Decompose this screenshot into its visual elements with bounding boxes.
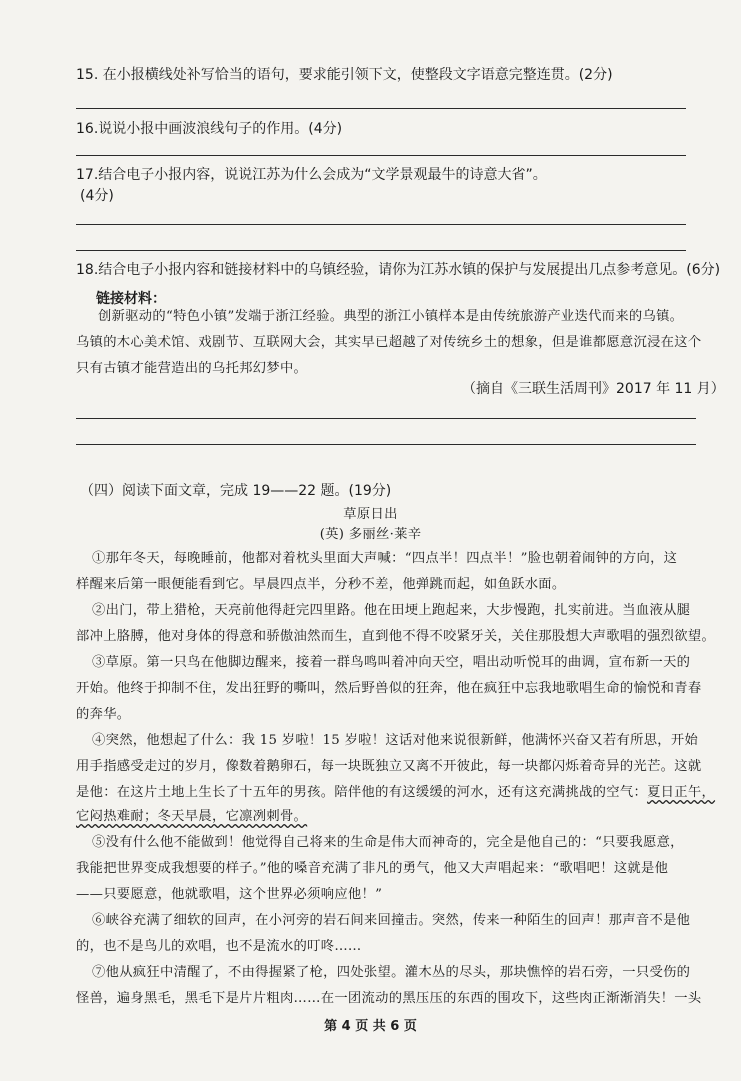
section-4-heading: （四）阅读下面文章，完成 19——22 题。(19分) bbox=[80, 483, 392, 499]
paragraph-line: ③草原。第一只鸟在他脚边醒来，接着一群鸟鸣叫着冲向天空，唱出动听悦耳的曲调，宣布新一天的 bbox=[92, 655, 691, 670]
article-title: 草原日出 bbox=[343, 507, 398, 522]
answer-line bbox=[76, 418, 696, 419]
question-17: 17.结合电子小报内容，说说江苏为什么会成为“文学景观最牛的诗意大省”。 bbox=[76, 167, 547, 183]
paragraph-line: ④突然，他想起了什么：我 15 岁啦！15 岁啦！这话对他来说很新鲜，他满怀兴奋又若有所思，开始 bbox=[92, 733, 699, 748]
paragraph-line: ⑥峡谷充满了细软的回声，在小河旁的岩石间来回撞击。突然，传来一种陌生的回声！那声音不是他 bbox=[92, 913, 691, 928]
paragraph-line: 我能把世界变成我想要的样子。”他的嗓音充满了非凡的勇气，他又大声唱起来：“歌唱吧！这就是他 bbox=[76, 861, 669, 876]
page-number: 第 4 页 共 6 页 bbox=[324, 1019, 417, 1034]
paragraph-line: ②出门，带上猎枪，天亮前他得赶完四里路。他在田埂上跑起来，大步慢跑，扎实前进。当血液从腿 bbox=[92, 603, 691, 618]
paragraph-line: 用手指感受走过的岁月，像数着鹅卵石，每一块既独立又离不开彼此，每一块都闪烁着奇异的光芒。这就 bbox=[76, 759, 702, 774]
link-material-line: 创新驱动的“特色小镇”发端于浙江经验。典型的浙江小镇样本是由传统旅游产业迭代而来的乌镇。 bbox=[98, 309, 684, 324]
paragraph-line: ①那年冬天，每晚睡前，他都对着枕头里面大声喊：“四点半！四点半！”脸也朝着闹钟的方向，这 bbox=[92, 551, 678, 566]
answer-line bbox=[76, 155, 686, 156]
paragraph-line: 怪兽，遍身黑毛，黑毛下是片片粗肉……在一团流动的黑压压的东西的围攻下，这些肉正渐渐消失！一头 bbox=[76, 991, 702, 1006]
paragraph-line: 的，也不是鸟儿的欢唱，也不是流水的叮咚…… bbox=[76, 939, 362, 954]
paragraph-line bbox=[76, 784, 715, 802]
link-material-source: （摘自《三联生活周刊》2017 年 11 月） bbox=[462, 381, 725, 397]
paragraph-line: 部冲上胳膊，他对身体的得意和骄傲油然而生，直到他不得不咬紧牙关，关住那股想大声歌唱的强烈欲望。 bbox=[76, 629, 716, 644]
paragraph-line: ——只要愿意，他就歌唱，这个世界必须响应他！” bbox=[76, 887, 383, 902]
link-material-title: 链接材料： bbox=[96, 291, 166, 307]
link-material-line: 乌镇的木心美术馆、戏剧节、互联网大会，其实早已超越了对传统乡土的想象，但是谁都愿意沉浸在这个 bbox=[76, 335, 702, 350]
wavy-underlined-text: 它闷热难耐；冬天早晨，它凛冽刺骨。 bbox=[76, 809, 308, 824]
paragraph-line: ⑦他从疯狂中清醒了，不由得握紧了枪，四处张望。灌木丛的尽头，那块憔悴的岩石旁，一只受伤的 bbox=[92, 965, 691, 980]
paragraph-line: ⑤没有什么他不能做到！他觉得自己将来的生命是伟大而神奇的，完全是他自己的：“只要我愿意， bbox=[92, 835, 684, 850]
question-15: 15. 在小报横线处补写恰当的语句，要求能引领下文，使整段文字语意完整连贯。(2分) bbox=[76, 67, 613, 83]
answer-line bbox=[76, 250, 686, 251]
question-17-score: (4分) bbox=[80, 188, 114, 204]
paragraph-line: 开始。他终于抑制不住，发出狂野的嘶叫，然后野兽似的狂奔，他在疯狂中忘我地歌唱生命的愉悦和青春 bbox=[76, 681, 702, 696]
question-18: 18.结合电子小报内容和链接材料中的乌镇经验，请你为江苏水镇的保护与发展提出几点参考意见。(6分) bbox=[76, 262, 721, 278]
paragraph-text: 是他：在这片土地上生长了十五年的男孩。陪伴他的有这缓缓的河水，还有这充满挑战的空气： bbox=[76, 785, 648, 800]
question-16: 16.说说小报中画波浪线句子的作用。(4分) bbox=[76, 121, 343, 137]
paragraph-line: 的奔华。 bbox=[76, 707, 131, 722]
link-material-line: 只有古镇才能营造出的乌托邦幻梦中。 bbox=[76, 361, 308, 376]
answer-line bbox=[76, 224, 686, 225]
answer-line bbox=[76, 108, 686, 109]
paragraph-line: 样醒来后第一眼便能看到它。早晨四点半，分秒不差，他弹跳而起，如鱼跃水面。 bbox=[76, 577, 566, 592]
wavy-underlined-text: 夏日正午， bbox=[647, 785, 716, 800]
answer-line bbox=[76, 444, 696, 445]
article-author: (英) 多丽丝·莱辛 bbox=[319, 527, 422, 542]
